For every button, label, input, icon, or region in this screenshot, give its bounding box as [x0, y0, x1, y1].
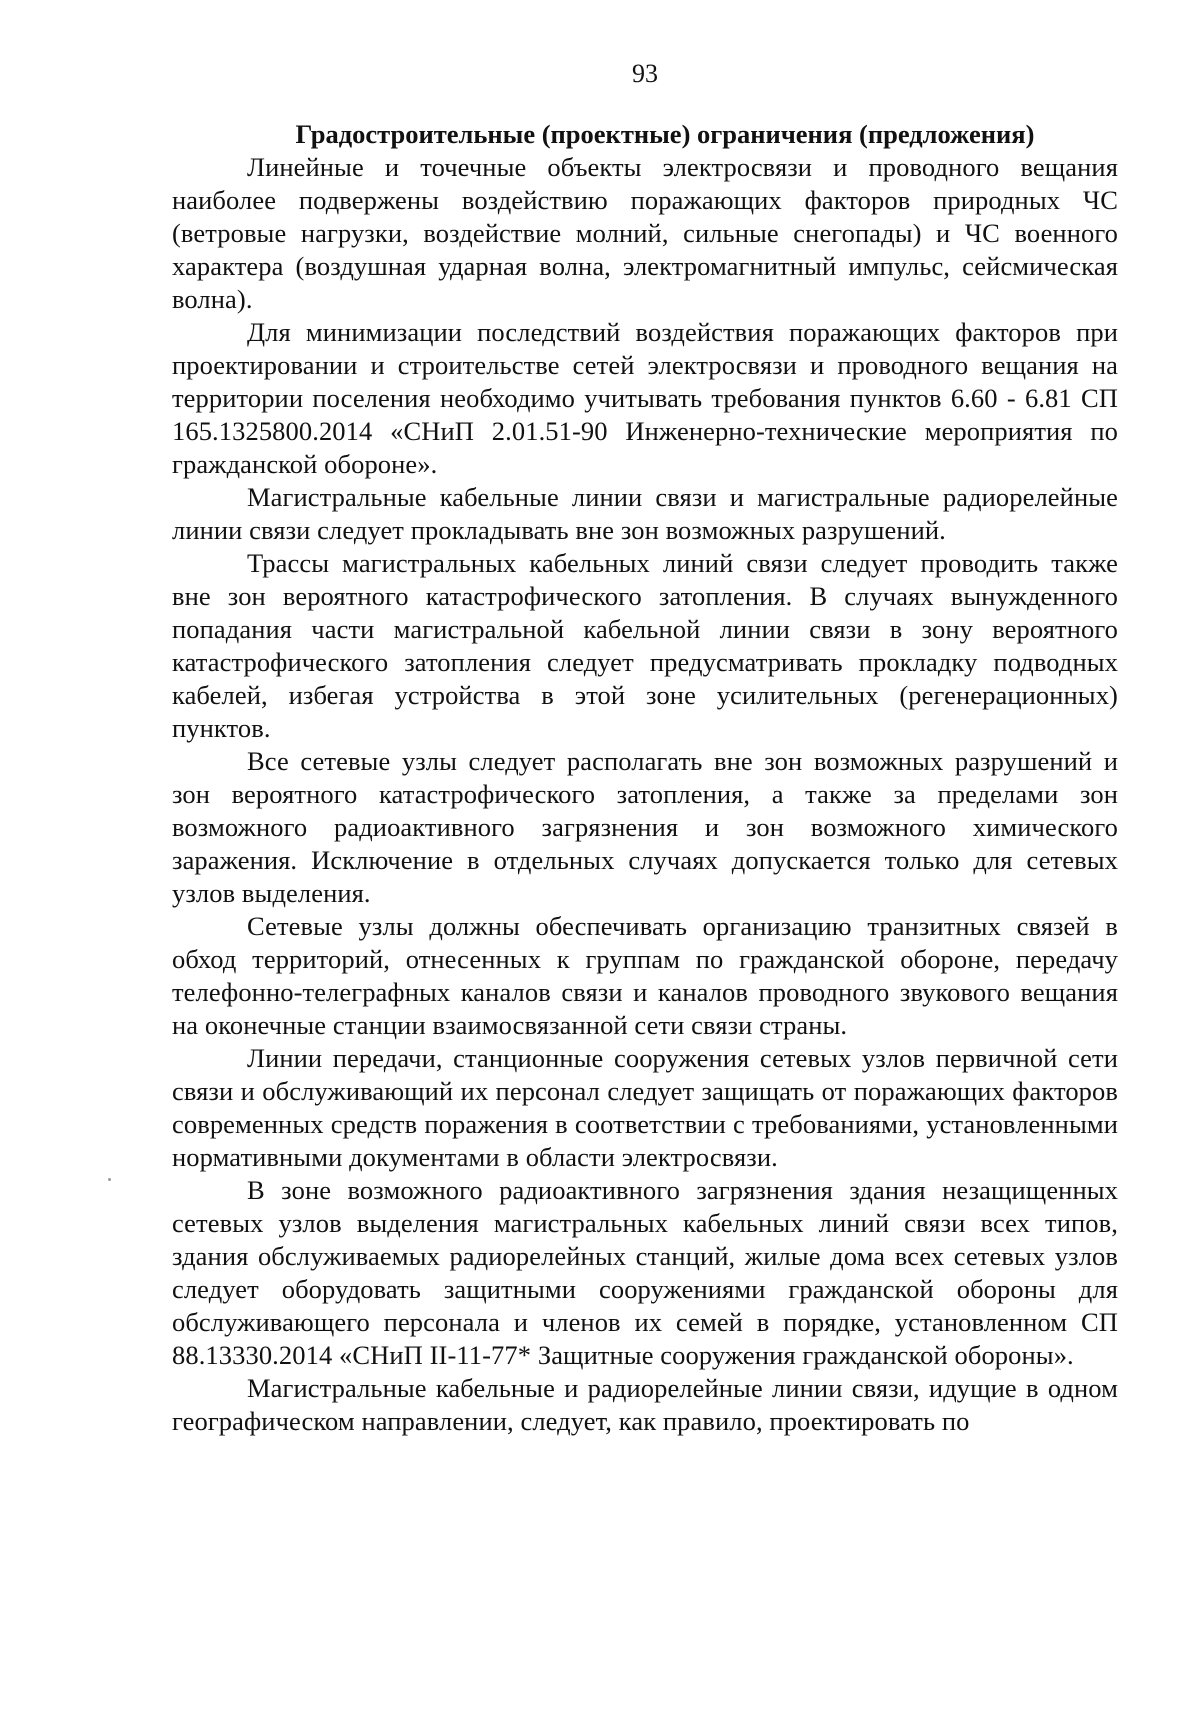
section-title: Градостроительные (проектные) ограничения (предложения) — [295, 119, 1035, 149]
page-number: 93 — [632, 59, 658, 88]
paragraph: Трассы магистральных кабельных линий связи следует проводить также вне зон вероятного катастрофического затопления. В случаях вынужденного попадания части магистральной кабельной линии связи в зону вероятного катастрофического затопления следует предусматривать прокладку подводных кабелей, избегая устройства в этой зоне усилительных (регенерационных) пунктов. — [172, 548, 1118, 743]
scan-speck — [108, 1178, 111, 1181]
paragraph: Линии передачи, станционные сооружения сетевых узлов первичной сети связи и обслуживающий их персонал следует защищать от поражающих факторов современных средств поражения в соответствии с требованиями, установленными нормативными документами в области электросвязи. — [172, 1043, 1118, 1172]
page-content — [172, 118, 1118, 1438]
paragraph: Все сетевые узлы следует располагать вне зон возможных разрушений и зон вероятного катастрофического затопления, а также за пределами зон возможного радиоактивного загрязнения и зон возможного химического заражения. Исключение в отдельных случаях допускается только для сетевых узлов выделения. — [172, 746, 1118, 908]
paragraph: Линейные и точечные объекты электросвязи и проводного вещания наиболее подвержены воздействию поражающих факторов природных ЧС (ветровые нагрузки, воздействие молний, сильные снегопады) и ЧС военного характера (воздушная ударная волна, электромагнитный импульс, сейсмическая волна). — [172, 152, 1118, 314]
paragraph: Магистральные кабельные и радиорелейные линии связи, идущие в одном географическом направлении, следует, как правило, проектировать по — [172, 1373, 1118, 1436]
paragraph: Для минимизации последствий воздействия поражающих факторов при проектировании и строительстве сетей электросвязи и проводного вещания на территории поселения необходимо учитывать требования пунктов 6.60 - 6.81 СП 165.1325800.2014 «СНиП 2.01.51-90 Инженерно-технические мероприятия по гражданской обороне». — [172, 317, 1118, 479]
paragraph: Сетевые узлы должны обеспечивать организацию транзитных связей в обход территорий, отнесенных к группам по гражданской обороне, передачу телефонно-телеграфных каналов связи и каналов проводного звукового вещания на оконечные станции взаимосвязанной сети связи страны. — [172, 911, 1118, 1040]
paragraph: Магистральные кабельные линии связи и магистральные радиорелейные линии связи следует прокладывать вне зон возможных разрушений. — [172, 482, 1118, 545]
paragraph: В зоне возможного радиоактивного загрязнения здания незащищенных сетевых узлов выделения магистральных кабельных линий связи всех типов, здания обслуживаемых радиорелейных станций, жилые дома всех сетевых узлов следует оборудовать защитными сооружениями гражданской обороны для обслуживающего персонала и членов их семей в порядке, установленном СП 88.13330.2014 «СНиП II-11-77* Защитные сооружения гражданской обороны». — [172, 1175, 1118, 1370]
